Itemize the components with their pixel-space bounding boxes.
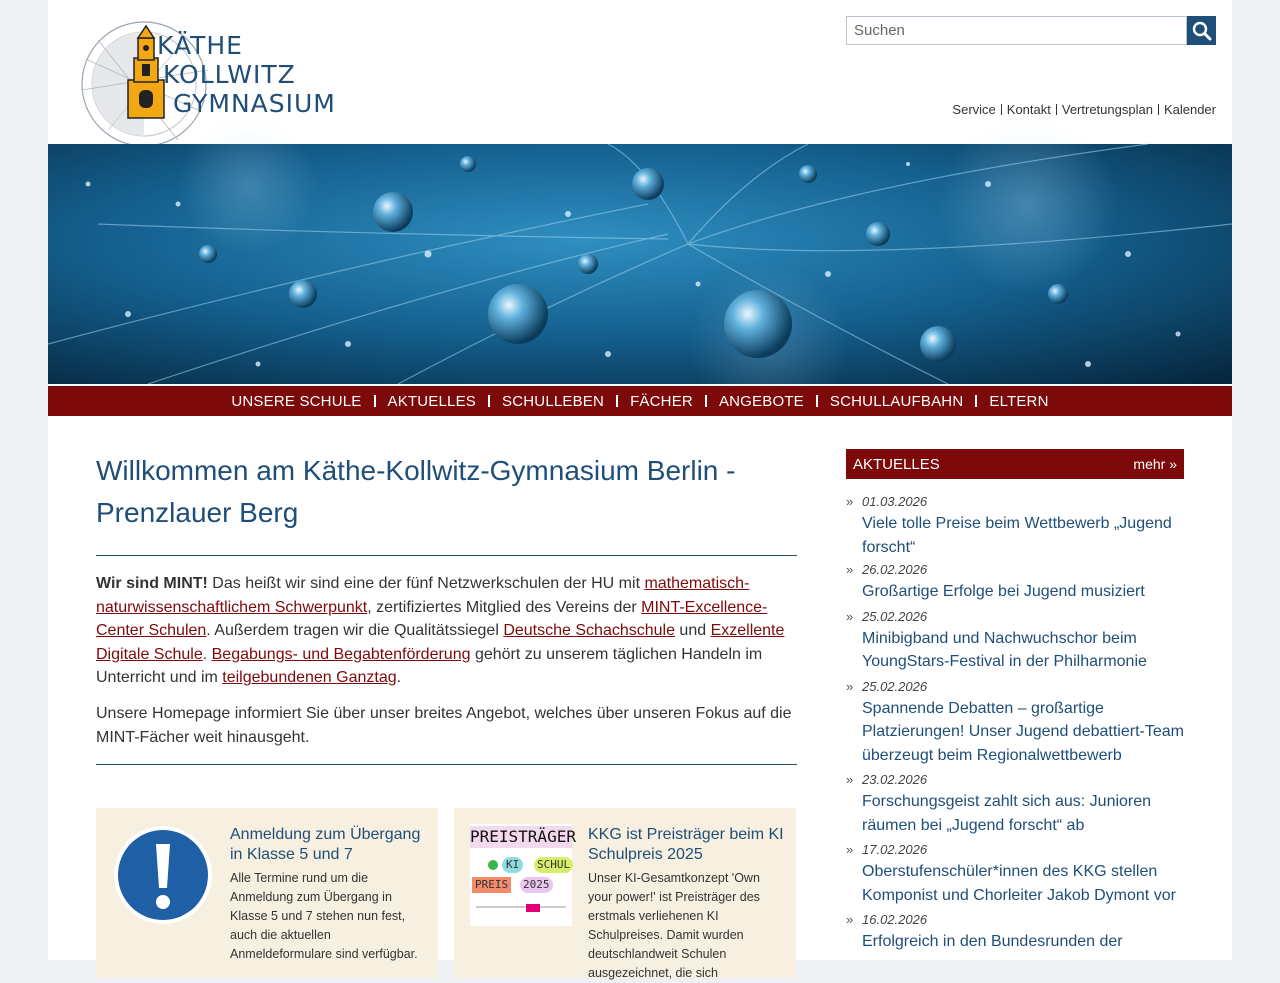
separator xyxy=(616,395,618,407)
nav-schullaufbahn[interactable]: SCHULLAUFBAHN xyxy=(829,392,964,410)
nav-aktuelles[interactable]: AKTUELLES xyxy=(387,392,477,410)
news-headline[interactable]: Oberstufenschüler*innen des KKG stellen Komponist und Chorleiter Jakob Dymont vor xyxy=(862,863,1176,904)
link-exzellente-digitale-schule[interactable]: Exzellente Digitale Schule xyxy=(96,622,785,663)
intro-text: Das heißt wir sind eine der fünf Netzwerkschulen der HU mit xyxy=(207,575,645,592)
nav-unsere-schule[interactable]: UNSERE SCHULE xyxy=(231,392,362,410)
exclamation-icon xyxy=(112,824,214,926)
sponsor-logo-icon xyxy=(526,904,540,912)
separator xyxy=(975,395,977,407)
news-item[interactable] xyxy=(846,493,1184,559)
page-title: Willkommen am Käthe-Kollwitz-Gymnasium Berlin - Prenzlauer Berg xyxy=(96,455,736,528)
news-item[interactable] xyxy=(846,911,1184,954)
bullet: » xyxy=(846,562,854,577)
news-headline[interactable]: Minibigband und Nachwuchschor beim YoungStars-Festival in der Philharmonie xyxy=(862,629,1147,670)
news-item[interactable] xyxy=(846,771,1184,837)
logo-text-line-1: KÄTHE xyxy=(157,31,243,60)
link-mathematisch-naturwissenschaftlich[interactable]: mathematisch-naturwissenschaftlichem Schwerpunkt xyxy=(96,575,750,616)
news-date: 17.02.2026 xyxy=(862,842,928,857)
separator xyxy=(1056,104,1057,115)
service-link-kalender[interactable]: Kalender xyxy=(1163,102,1216,117)
teaser-text: Unser KI-Gesamtkonzept 'Own your power!' ist Preisträger des erstmals verliehenen KI Schulpreises. Damit wurden deutschlandweit Schulen ausgezeichnet, die sich xyxy=(588,871,760,980)
water-drops-image xyxy=(48,144,1232,384)
teaser-row xyxy=(96,808,797,978)
search-icon xyxy=(1192,21,1212,41)
logo-text-line-2: KOLLWITZ xyxy=(163,60,296,89)
intro-paragraph xyxy=(96,572,797,690)
search-bar xyxy=(846,16,1216,45)
badge-text-year: 2025 xyxy=(520,877,553,893)
link-deutsche-schachschule[interactable]: Deutsche Schachschule xyxy=(503,622,675,640)
bullet: » xyxy=(846,772,854,787)
news-headline[interactable]: Erfolgreich in den Bundesrunden der xyxy=(862,933,1123,950)
news-date: 23.02.2026 xyxy=(862,772,928,787)
main-nav xyxy=(48,386,1232,416)
news-header xyxy=(846,449,1184,479)
news-list xyxy=(846,493,1184,954)
news-item[interactable] xyxy=(846,561,1184,604)
intro-strong: Wir sind MINT! xyxy=(96,575,208,592)
teaser-anmeldung[interactable] xyxy=(96,808,438,978)
intro-text: und xyxy=(674,622,711,640)
search-input[interactable] xyxy=(846,16,1187,45)
news-sidebar xyxy=(846,449,1184,954)
separator xyxy=(816,395,818,407)
badge-text-preis: PREIS xyxy=(472,877,511,893)
service-nav xyxy=(952,102,1216,117)
news-date: 01.03.2026 xyxy=(862,494,928,509)
news-item[interactable] xyxy=(846,841,1184,907)
news-item[interactable] xyxy=(846,608,1184,674)
service-link-kontakt[interactable]: Kontakt xyxy=(1006,102,1051,117)
service-link-service[interactable]: Service xyxy=(952,102,996,117)
news-date: 25.02.2026 xyxy=(862,608,928,624)
separator xyxy=(488,395,490,407)
bullet: » xyxy=(846,912,854,927)
news-date: 26.02.2026 xyxy=(862,562,928,577)
divider xyxy=(96,555,797,556)
separator xyxy=(1001,104,1002,115)
bullet: » xyxy=(846,494,854,509)
logo-text-line-3: GYMNASIUM xyxy=(173,89,336,118)
badge-text-ki: KI xyxy=(502,857,523,873)
news-headline[interactable]: Großartige Erfolge bei Jugend musiziert xyxy=(862,583,1145,600)
badge-text-schul: SCHUL xyxy=(534,857,573,873)
news-heading: AKTUELLES xyxy=(853,455,940,473)
intro-text: . xyxy=(202,645,212,663)
bullet: » xyxy=(846,608,854,624)
intro-text: . Außerdem tragen wir die Qualitätssiegel xyxy=(206,622,504,640)
hero-image xyxy=(48,144,1232,384)
nav-schulleben[interactable]: SCHULLEBEN xyxy=(502,392,605,410)
search-button[interactable] xyxy=(1187,16,1216,45)
news-date: 16.02.2026 xyxy=(862,912,928,927)
bullet: » xyxy=(846,842,854,857)
intro-text: . xyxy=(396,669,402,687)
teaser-title[interactable]: KKG ist Preisträger beim KI Schulpreis 2025 xyxy=(588,826,784,863)
badge-dot xyxy=(488,860,498,870)
divider xyxy=(96,764,797,765)
intro-text: gehört zu unserem täglichen Handeln im Unterricht und im xyxy=(96,645,763,687)
news-more-link[interactable]: mehr » xyxy=(1133,456,1177,472)
link-mint-excellence[interactable]: MINT-Excellence-Center Schulen xyxy=(96,598,768,640)
news-date: 25.02.2026 xyxy=(862,678,928,694)
badge-text-preistraeger: PREISTRÄGER xyxy=(470,827,576,846)
teaser-ki-schulpreis[interactable] xyxy=(454,808,796,978)
news-headline[interactable]: Viele tolle Preise beim Wettbewerb „Jugend forscht“ xyxy=(862,515,1172,556)
nav-faecher[interactable]: FÄCHER xyxy=(630,392,693,410)
separator xyxy=(705,395,707,407)
link-begabtenfoerderung[interactable]: Begabungs- und Begabtenförderung xyxy=(211,645,471,663)
news-headline[interactable]: Spannende Debatten – großartige Platzierungen! Unser Jugend debattiert-Team überzeugt beim Regionalwettbewerb xyxy=(862,699,1184,764)
badge-sponsor-line xyxy=(476,906,566,908)
separator xyxy=(1158,104,1159,115)
nav-angebote[interactable]: ANGEBOTE xyxy=(718,392,804,410)
nav-eltern[interactable]: ELTERN xyxy=(989,392,1049,410)
teaser-title[interactable]: Anmeldung zum Übergang in Klasse 5 und 7 xyxy=(230,826,421,863)
news-headline[interactable]: Forschungsgeist zahlt sich aus: Junioren räumen bei „Jugend forscht“ ab xyxy=(862,793,1152,834)
intro-text: , zertifiziertes Mitglied des Vereins der xyxy=(367,598,642,616)
link-ganztag[interactable]: teilgebundenen Ganztag xyxy=(222,669,397,687)
teaser-text: Alle Termine rund um die Anmeldung zum Übergang in Klasse 5 und 7 stehen nun fest, auch die aktuellen Anmeldeformulare sind verfügbar. xyxy=(230,871,418,961)
news-item[interactable] xyxy=(846,678,1184,768)
bullet: » xyxy=(846,678,854,694)
ki-schulpreis-badge xyxy=(470,824,576,926)
service-link-vertretungsplan[interactable]: Vertretungsplan xyxy=(1061,102,1153,117)
homepage-paragraph: Unsere Homepage informiert Sie über unser breites Angebot, welches über unseren Fokus auf die MINT-Fächer weit hinausgeht. xyxy=(96,704,792,746)
main-content xyxy=(96,450,797,765)
separator xyxy=(374,395,376,407)
page xyxy=(48,0,1232,980)
